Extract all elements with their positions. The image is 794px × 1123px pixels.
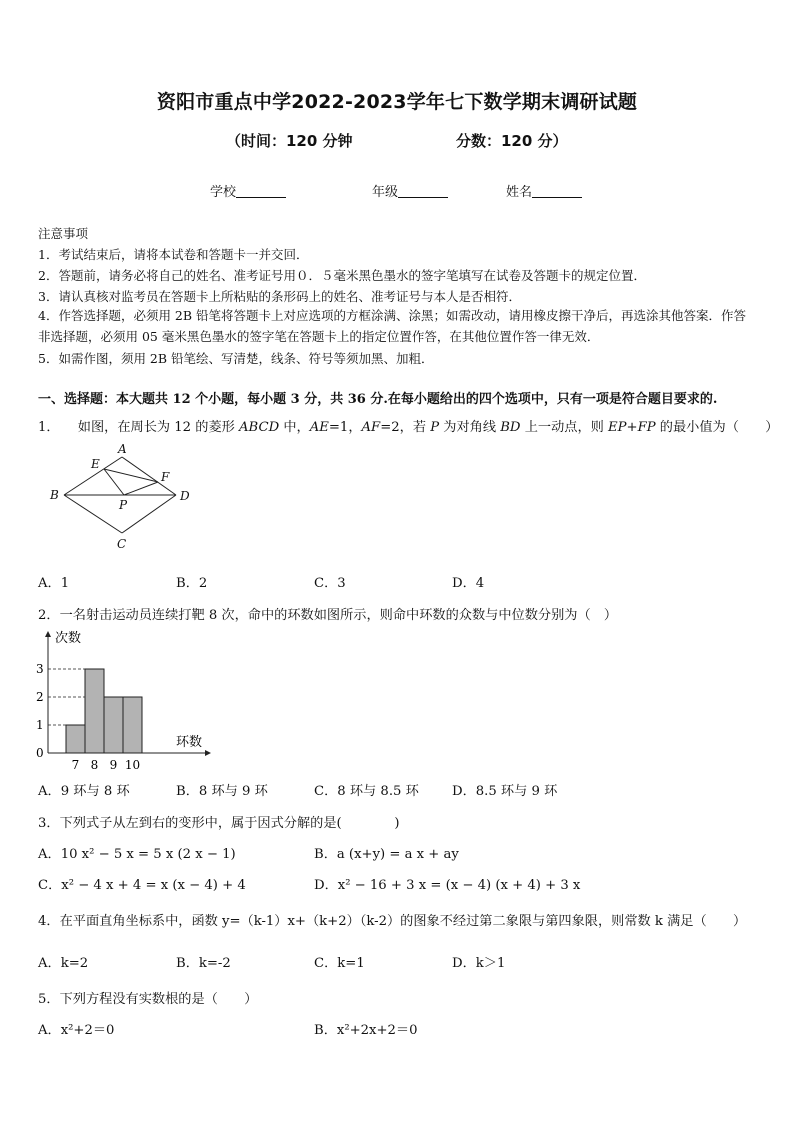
school-blank[interactable]: [236, 183, 286, 198]
q1-text-b: 中，: [279, 420, 310, 435]
question-5: 5．下列方程没有实数根的是（ ）: [38, 992, 258, 1007]
q1-number: 1．: [38, 420, 60, 435]
q1-epfp: EP+FP: [608, 420, 656, 435]
q1-text-f: 上一动点，则: [520, 420, 609, 435]
y-tick-label: 1: [36, 718, 44, 732]
school-field[interactable]: [210, 181, 286, 200]
q1-option-b[interactable]: B．2: [176, 576, 208, 591]
q1-af: AF: [361, 420, 381, 435]
exam-score: 分数：120 分）: [456, 132, 568, 150]
note-item: 5．如需作图，须用 2B 铅笔绘、写清楚，线条、符号等须加黑、加粗．: [38, 351, 434, 366]
x-tick-label: 10: [124, 758, 141, 772]
x-axis-label: 环数: [176, 735, 203, 750]
note-item: 1．考试结束后，请将本试卷和答题卡一并交回．: [38, 247, 309, 262]
page-title: 资阳市重点中学2022-2023学年七下数学期末调研试题: [156, 91, 638, 113]
exam-time: （时间：120 分钟: [226, 132, 353, 150]
q2-option-c[interactable]: C．8 环与 8.5 环: [314, 784, 419, 799]
q1-bd: BD: [500, 420, 521, 435]
q3-option-d[interactable]: D．x² − 16 + 3 x = (x − 4) (x + 4) + 3 x: [314, 878, 581, 893]
q3-option-a[interactable]: A．10 x² − 5 x = 5 x (2 x − 1): [38, 847, 236, 862]
notes-heading: 注意事项: [38, 226, 89, 241]
name-blank[interactable]: [532, 183, 582, 198]
label-a: A: [118, 442, 127, 456]
q2-option-b[interactable]: B．8 环与 9 环: [176, 784, 268, 799]
rhombus-figure: [40, 440, 210, 555]
grade-blank[interactable]: [398, 183, 448, 198]
label-e: E: [91, 457, 100, 471]
y-tick-label: 0: [36, 746, 44, 760]
q1-p: P: [430, 420, 440, 435]
grade-field[interactable]: [372, 181, 448, 200]
q1-text-e: 为对角线: [439, 420, 501, 435]
q3-option-c[interactable]: C．x² − 4 x + 4 = x (x − 4) + 4: [38, 878, 246, 893]
q4-option-b[interactable]: B．k=-2: [176, 956, 231, 971]
label-b: B: [50, 488, 59, 502]
q5-option-b[interactable]: B．x²+2x+2＝0: [314, 1023, 418, 1038]
q4-option-a[interactable]: A．k=2: [38, 956, 89, 971]
q1-text-d: =2，若: [380, 420, 431, 435]
q1-text-a: 如图，在周长为 12 的菱形: [77, 420, 240, 435]
x-tick-label: 9: [109, 758, 118, 772]
label-c: C: [117, 537, 127, 551]
note-item: 4．作答选择题，必须用 2B 铅笔将答题卡上对应选项的方框涂满、涂黑；如需改动，请用橡皮擦干净后，再选涂其他答案．作答非选择题，必须用 05 毫米黑色墨水的签字笔在答题卡上的指定位置作答，在其他位置作答一律无效．: [38, 308, 747, 344]
note-item: 2．答题前，请务必将自己的姓名、准考证号用０．５毫米黑色墨水的签字笔填写在试卷及答题卡的规定位置．: [38, 268, 646, 283]
question-1: [38, 416, 778, 435]
segment-pf: [124, 482, 158, 495]
bar-9: [104, 697, 123, 753]
label-f: F: [161, 470, 170, 484]
q4-option-d[interactable]: D．k＞1: [452, 956, 506, 971]
q3-option-b[interactable]: B．a (x+y) = a x + ay: [314, 847, 459, 862]
y-tick-label: 3: [36, 662, 44, 676]
side-cb: [64, 495, 122, 533]
bar-chart: [28, 628, 218, 773]
q1-option-c[interactable]: C．3: [314, 576, 346, 591]
grade-label: 年级: [372, 185, 399, 200]
question-3: 3．下列式子从左到右的变形中，属于因式分解的是( ): [38, 816, 400, 831]
y-axis-label: 次数: [55, 631, 82, 646]
y-tick-label: 2: [36, 690, 44, 704]
x-tick-label: 7: [71, 758, 80, 772]
bar-10: [123, 697, 142, 753]
q1-ae: AE: [309, 420, 329, 435]
school-label: 学校: [210, 185, 237, 200]
q4-option-c[interactable]: C．k=1: [314, 956, 365, 971]
name-label: 姓名: [506, 185, 533, 200]
note-item: 3．请认真核对监考员在答题卡上所粘贴的条形码上的姓名、准考证号与本人是否相符．: [38, 289, 521, 304]
bar-8: [85, 669, 104, 753]
q1-option-a[interactable]: A．1: [38, 576, 70, 591]
q1-text-g: 的最小值为（ ）: [655, 420, 779, 435]
bar-7: [66, 725, 85, 753]
name-field[interactable]: [506, 181, 582, 200]
section-heading: 一、选择题：本大题共 12 个小题，每小题 3 分，共 36 分.在每小题给出的四个选项中，只有一项是符合题目要求的.: [38, 392, 718, 407]
side-dc: [122, 495, 176, 533]
question-2: 2．一名射击运动员连续打靶 8 次，命中的环数如图所示，则命中环数的众数与中位数分别为（ ）: [38, 608, 618, 623]
label-d: D: [180, 489, 190, 503]
q2-option-d[interactable]: D．8.5 环与 9 环: [452, 784, 558, 799]
x-tick-label: 8: [90, 758, 99, 772]
q1-abcd: ABCD: [239, 420, 280, 435]
q1-option-d[interactable]: D．4: [452, 576, 485, 591]
question-4: 4．在平面直角坐标系中，函数 y=（k-1）x+（k+2）（k-2）的图象不经过第二象限与第四象限，则常数 k 满足（ ）: [38, 914, 747, 929]
q5-option-a[interactable]: A．x²+2＝0: [38, 1023, 115, 1038]
q1-text-c: =1，: [328, 420, 362, 435]
label-p: P: [119, 498, 128, 512]
q2-option-a[interactable]: A．9 环与 8 环: [38, 784, 130, 799]
